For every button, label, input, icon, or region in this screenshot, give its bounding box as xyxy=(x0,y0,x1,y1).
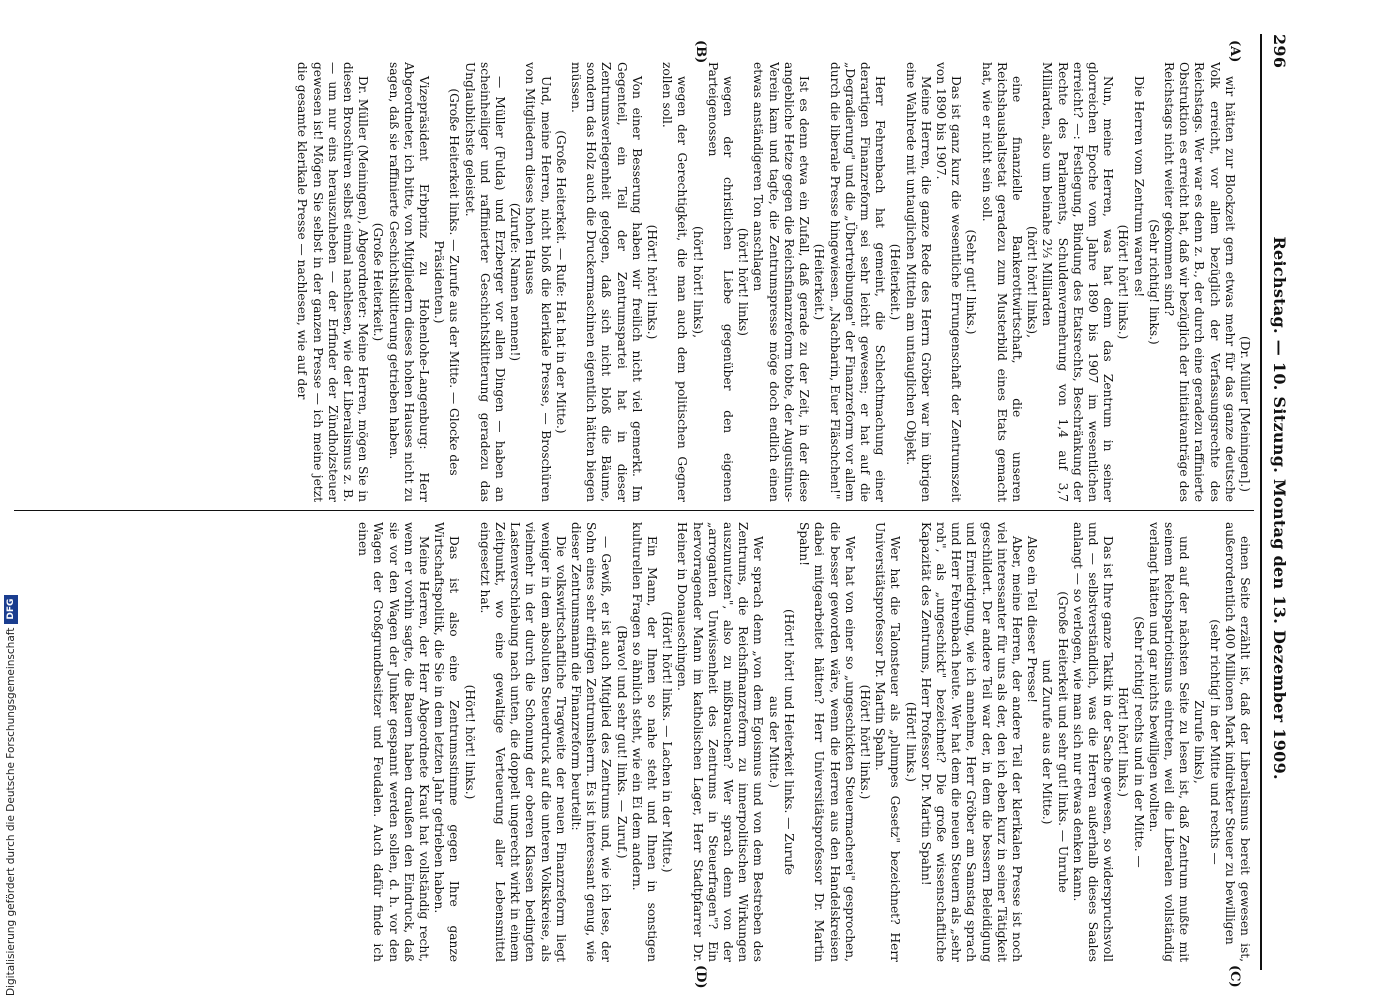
interjection: (Hört! hört! und Heiterkeit links. — Zurufe xyxy=(781,608,796,876)
right-column xyxy=(12,522,1252,962)
column-divider xyxy=(14,510,1254,511)
interjection: (Sehr gut! links.) xyxy=(964,229,979,335)
interjection: (hört! hört! links), xyxy=(690,225,705,339)
paragraph: Wer hat die Talonsteuer als „plumpes Gesetz" bezeichnet? Herr Universitätsprofessor Dr. Martin Spahn. xyxy=(873,522,903,962)
credit-text: Digitalisierung gefördert durch die Deutsche Forschungsgemeinschaft xyxy=(5,627,17,996)
interjection: Hört! hört! links.) xyxy=(1116,686,1131,798)
interjection: (Zurufe: Namen nennen!) xyxy=(508,202,523,362)
paragraph: Vizepräsident Erbprinz zu Hohenlohe-Langenburg: Herr Abgeordneter, ich bitte, von Mitgliedern dieses hohen Hauses nicht zu sagen, daß sie raffinierte Geschichtsklitterung getrieben haben. xyxy=(386,62,432,502)
margin-marker-d: (D) xyxy=(693,965,708,989)
paragraph: Meine Herren, der Herr Abgeordnete Kraut hat vollständig recht, wenn er vorhin sagte, die Bauern haben draußen den Eindruck, daß sie vor den Wagen der Junker gespannt werden sollen, d. h. vor den Wagen der Großgrundbesitzer und Feudalen. Auch dafür finde ich einen xyxy=(356,522,432,962)
interjection: (Hört! hört! links.) xyxy=(645,224,660,340)
dfg-logo: DFG xyxy=(4,595,18,624)
paragraph: Meine Herren, die ganze Rede des Herrn Gröber war im übrigen eine Wahlrede mit untauglichen Mitteln am untauglichen Objekt. xyxy=(903,62,933,502)
interjection: (Hört! hört! links.) xyxy=(1116,224,1131,340)
interjection: (Hört! hört! links. — Lachen in der Mitte.) xyxy=(660,611,675,873)
paragraph: — Müller (Fulda) und Erzberger vor allen Dingen — haben an scheinheiliger und raffinierter Geschichtsklitterung geradezu das Unglaublichste geleistet. xyxy=(462,62,508,502)
paragraph: Und, meine Herren, nicht bloß die klerikale Presse, — Broschüren von Mitgliedern dieses hohen Hauses xyxy=(523,62,553,502)
header-rule xyxy=(1260,34,1262,970)
page-header xyxy=(1260,0,1300,1000)
paragraph: Die volkswirtschaftliche Tragweite der neuen Finanzreform liegt weniger in dem absoluten Steuerdruck auf die unteren Volkskreise, als vielmehr in der durch die Schonung der oberen Klassen bedingten Lastenverschiebung nach unten, die doppelt ungerecht wirkt in einem Zeitpunkt, wo eine gewaltige Verteuerung aller Lebensmittel eingesetzt hat. xyxy=(477,522,568,962)
interjection: (Hört! links.) xyxy=(903,701,918,783)
paragraph: Ein Mann, der Ihnen so nahe steht und Ihnen in sonstigen kulturellen Fragen so ähnlich steht, wie ein Ei dem andern. xyxy=(629,522,660,962)
paragraph: Das ist Ihre ganze Taktik in der Sache gewesen, so widerspruchsvoll und — selbstverständlich, was die Herren außerhalb dieses Saales anlangt — so verlogen, wie man sich nur etwas denken kann. xyxy=(1070,522,1116,962)
paragraph: Dr. Müller (Meiningen), Abgeordneter: Meine Herren, mögen Sie in diesen Broschüren selbst einmal nachlesen, wie der Liberalismus z. B. — um nur eins herauszuheben — der Erfinder der Zündholzsteuer gewesen ist! Mögen Sie selbst in der ganzen Presse — ich meine jetzt die gesamte klerikale Presse — nachlesen, wie auf der xyxy=(295,62,371,502)
digitization-credit xyxy=(2,598,20,996)
page-number: 296 xyxy=(1270,34,1290,69)
running-title: Reichstag. — 10. Sitzung. Montag den 13. Dezember 1909. xyxy=(1270,236,1290,780)
interjection: (Heiterkeit.) xyxy=(888,243,903,321)
interjection: (Heiterkeit.) xyxy=(812,243,827,321)
speaker-note: (Dr. Müller [Meiningen].) xyxy=(1238,336,1252,492)
paragraph: und auf der nächsten Seite zu lesen ist, daß Zentrum mußte mit seinem Reichspatriotismus eintreten, weil die Liberalen vollständig verlangt hätten und gar nichts bewilligen wollten. xyxy=(1146,522,1192,962)
paragraph: Ist es denn etwa ein Zufall, daß gerade zu der Zeit, in der diese angebliche Hetze gegen die Reichsfinanzreform tobte, der Augustinus-Verein kam und tagte, die Zentrumspresse möge doch endlich einen etwas anständigeren Ton anschlagen xyxy=(751,62,812,502)
paragraph: — Gewiß, er ist auch Mitglied des Zentrums und, wie ich lese, der Sohn eines sehr eifrigen Zentrumsherrn. Es ist interessant genug, wie dieser Zentrumsmann die Finanzreform beurteilt: xyxy=(569,522,614,962)
interjection: Zurufe links), xyxy=(1192,700,1207,784)
paragraph: Wer hat von einer so „ungeschickten Steuermacherei" gesprochen, die besser geworden wäre, wenn die Herren aus den Handelskreisen dabei mitgearbeitet hätten? Herr Universitätsprofessor Dr. Martin Spahn! xyxy=(797,522,857,962)
paragraph: wegen der christlichen Liebe gegenüber den eigenen Parteigenossen xyxy=(705,62,736,502)
paragraph: Das ist ganz kurz die wesentliche Errungenschaft der Zentrumszeit von 1890 bis 1907. xyxy=(933,62,964,502)
margin-marker-c: (C) xyxy=(1227,965,1242,988)
paragraph: einen Seite erzählt ist, daß der Liberalismus bereit gewesen ist, außerordentlich 400 Millionen Mark indirekter Steuer zu bewilligen xyxy=(1222,522,1252,962)
interjection: aus der Mitte.) xyxy=(766,696,781,788)
interjection: (Sehr richtig! links.) xyxy=(1146,219,1161,345)
interjection: (Große Heiterkeit. — Rufe: Hat hat in der Mitte.) xyxy=(553,130,568,434)
interjection: (Bravo! und sehr gut! links. — Zuruf.) xyxy=(614,625,629,859)
paragraph: Das ist also eine Zentrumsstimme gegen Ihre ganze Wirtschaftspolitik, die Sie in dem letzten Jahr getrieben haben. xyxy=(432,522,462,962)
paragraph: Aber, meine Herren, der andere Teil der klerikalen Presse ist noch viel interessanter für uns als der, den ich eben kurz in seiner Tätigkeit geschildert. Der andere Teil war der, in dem die bessern Beleidigung und Erniedrigung, wie ich annehme, Herr Gröber am Samstag sprach und Herr Fehrenbach heute. Wer hat dem die neuen Steuern als „sehr roh", als „ungeschickt" bezeichnet? Die große wissenschaftliche Kapazität des Zentrums, Herr Professor Dr. Martin Spahn! xyxy=(918,522,1024,962)
interjection: (Große Heiterkeit.) xyxy=(371,222,386,342)
interjection: (Große Heiterkeit und sehr gut! links. — Unruhe xyxy=(1055,591,1070,893)
interjection: (Große Heiterkeit links. — Zurufe aus der Mitte. — Glocke des Präsidenten.) xyxy=(432,88,462,476)
margin-marker-b: (B) xyxy=(693,40,708,64)
paragraph: wegen der Gerechtigkeit, die man auch dem politischen Gegner zollen soll. xyxy=(660,62,690,502)
paragraph: Nun, meine Herren, was hat denn das Zentrum in seiner glorreichen Epoche vom Jahre 1890 bis 1907 im wesentlichen erreicht? —: Festlegung, Bindung des Etatsrechts, Beschränkung der Rechte des Parlaments, Schuldenvermehrung von 1,4 auf 3,7 Milliarden, also um beinahe 2⅓ Milliarden xyxy=(1040,62,1116,502)
paragraph: Wer sprach denn „von dem Egoismus und von dem Bestreben des Zentrums, die Reichsfinanzreform zu innerpolitischen Wirkungen auszunutzen", also zu mißbrauchen? Wer sprach denn von der „arroganten Unwissenheit des Zentrums in Steuerfragen"? Ein hervorragender Mann im katholischen Lager, Herr Stadtpfarrer Dr. Heiner in Donaueschingen. xyxy=(675,522,766,962)
interjection: (hört! hört! links) xyxy=(736,227,751,337)
interjection: (Sehr richtig! rechts und in der Mitte. — xyxy=(1131,616,1146,868)
interjection: (hört! hört! links), xyxy=(1025,225,1040,339)
paragraph: Die Herren vom Zentrum waren es! xyxy=(1131,76,1146,298)
paragraph: Von einer Besserung haben wir freilich nicht viel gemerkt. Im Gegenteil, ein Teil der Zentrumspartei hat in dieser Zentrumsverlegenheit gelogen, daß sich nicht bloß die Bäume, sondern das Holz auch die Druckermaschinen eigentlich hätten biegen müssen. xyxy=(569,62,644,502)
paragraph: wir hätten zur Blockzeit gern etwas mehr für das ganze deutsche Volk erreicht, vor allem bezüglich der Verfassungsrechte des Reichstags. Wer war es denn z. B., der durch eine geradezu raffinierte Obstruktion es erreicht hat, daß wir bezüglich der Initiativanträge des Reichstags nicht weiter gekommen sind? xyxy=(1161,62,1237,502)
left-column xyxy=(12,62,1252,502)
paragraph: Also ein Teil dieser Presse! xyxy=(1025,536,1040,703)
interjection: (sehr richtig! in der Mitte und rechts — xyxy=(1207,619,1222,865)
paragraph: eine finanzielle Bankerottwirtschaft, die unseren Reichshaushaltsetat geradezu zum Musterbild eines Etats gemacht hat, wie er nicht sein soll. xyxy=(979,62,1024,502)
paragraph: Herr Fehrenbach hat gemeint, die Schlechtmachung einer derartigen Finanzreform sei sehr leicht gewesen; er hat auf die „Degradierung" und die „Übertreibungen" der Finanzreform vor allem durch die liberale Presse hingewiesen. „Nachbarin, Euer Fläschchen!" xyxy=(827,62,888,502)
interjection: (Hört! hört! links.) xyxy=(462,684,477,800)
interjection: (Hört! hört! links.) xyxy=(857,684,872,800)
margin-marker-a: (A) xyxy=(1227,40,1242,63)
interjection: und Zurufe aus der Mitte.) xyxy=(1040,659,1055,825)
